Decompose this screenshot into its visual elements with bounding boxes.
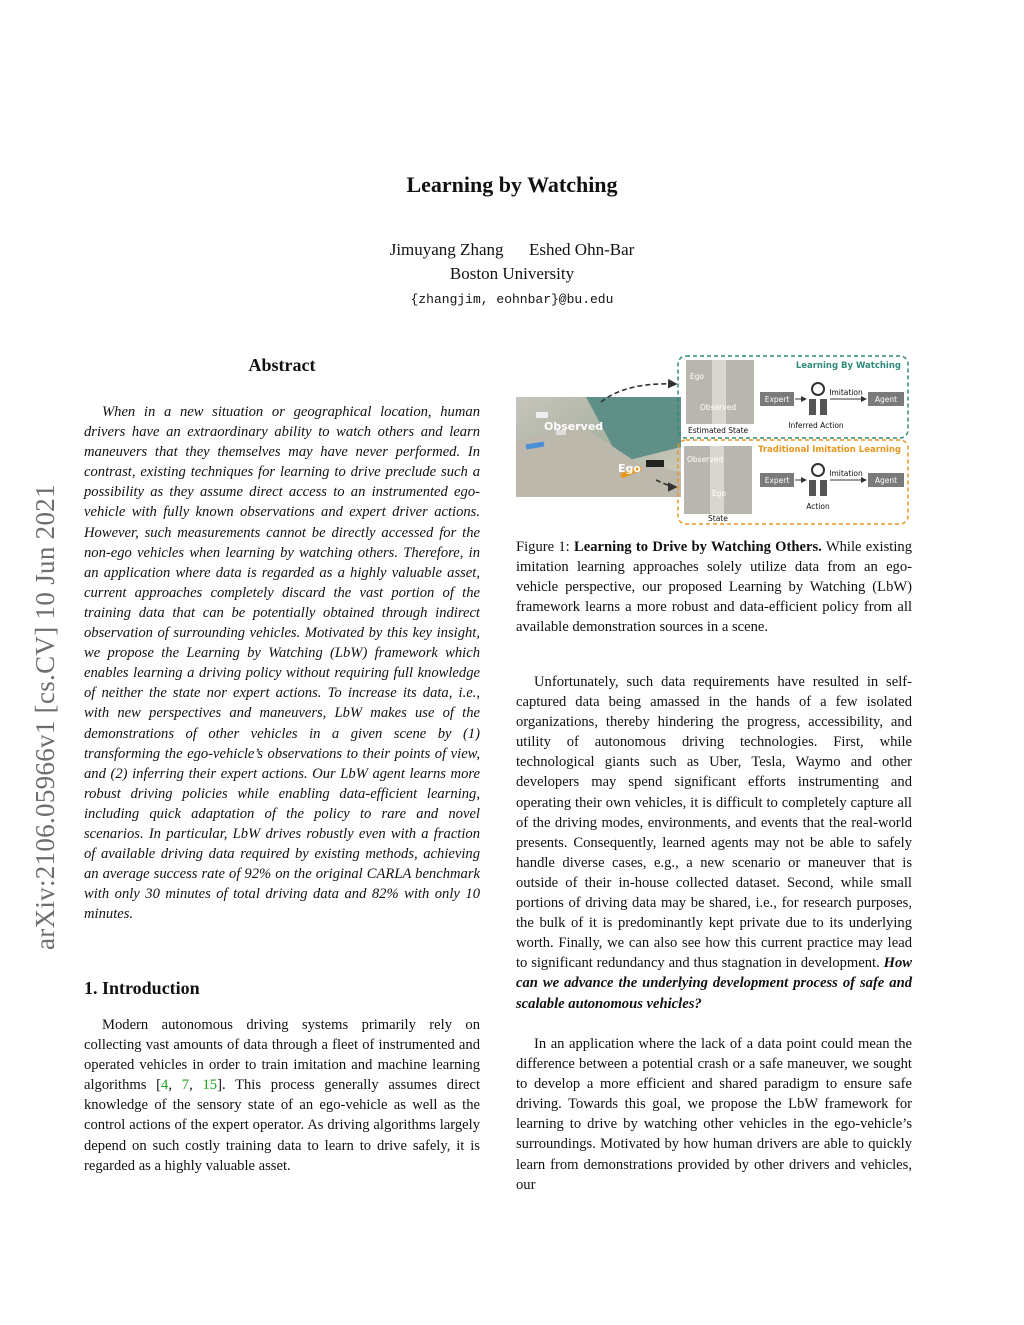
action-label: Action [806, 502, 830, 511]
svg-text:Agent: Agent [874, 395, 898, 404]
arxiv-identifier-stamp [16, 350, 72, 970]
svg-text:Ego: Ego [690, 372, 705, 381]
svg-text:Expert: Expert [764, 476, 790, 485]
pedal-icon [820, 399, 827, 415]
citation-link[interactable]: 4 [161, 1077, 169, 1094]
pedal-icon [820, 480, 827, 496]
steering-wheel-icon [812, 464, 824, 476]
driving-scene-image [516, 397, 681, 497]
inferred-action-label: Inferred Action [788, 421, 844, 430]
introduction-heading: 1. Introduction [84, 978, 200, 998]
pedal-icon [809, 480, 816, 496]
state-label: State [708, 514, 728, 523]
author-name: Eshed Ohn-Bar [529, 240, 635, 259]
figure-caption: Figure 1: Learning to Drive by Watching Others. While existing imitation learning approaches solely utilize data from an ego-vehicle perspective, our proposed Learning by Watching (LbW) framework learns a more robust and data-efficient policy from all available demonstration sources in a scene. [516, 539, 912, 636]
body-paragraph: Unfortunately, such data requirements have resulted in self-captured data being amassed in the hands of a few isolated organizations, thereby hindering the progress, accessibility, and utility of autonomous driving technologies. First, while technological giants such as Uber, Tesla, Waymo and other developers may spend significant efforts instrumenting and operating their own vehicles, it is difficult to completely capture all of the driving modes, environments, and events that the real-world presents. Consequently, learned agents may not be able to safely handle diverse cases, e.g., a new scenario or maneuver that is outside of their in-house collected dataset. Second, while small portions of driving data may be shared, i.e., for research purposes, the bulk of it is predominantly kept private due to its underlying worth. Finally, we can also see how this current practice may lead to significant redundancy and thus stagnation in development. How can we advance the underlying development process of safe and scalable autonomous vehicles? [516, 674, 912, 1012]
author-list [0, 240, 1024, 260]
estimated-state-label: Estimated State [688, 426, 749, 435]
svg-text:Ego: Ego [712, 489, 727, 498]
scene-ego-label: Ego [618, 462, 641, 475]
steering-wheel-icon [812, 383, 824, 395]
citation-link[interactable]: 15 [202, 1077, 218, 1094]
author-name: Jimuyang Zhang [389, 240, 504, 259]
author-emails: {zhangjim, eohnbar}@bu.edu [410, 292, 614, 307]
svg-text:Observed: Observed [687, 455, 724, 464]
svg-text:Expert: Expert [764, 395, 790, 404]
introduction-paragraph: Modern autonomous driving systems primarily rely on collecting vast amounts of data through a fleet of instrumented and operated vehicles in order to train imitation and machine learning algorithms [4, 7, 15]. This process generally assumes direct knowledge of the sensory state of an ego-vehicle as well as the control actions of the expert operator. As driving algorithms largely depend on such costly training data to learn to drive safely, it is regarded as a highly valuable asset. [84, 1017, 481, 1174]
svg-text:Agent: Agent [874, 476, 898, 485]
figure-1-diagram [516, 352, 912, 528]
scene-observed-label: Observed [544, 420, 604, 433]
svg-text:Imitation: Imitation [829, 469, 863, 478]
learning-by-watching-label: Learning By Watching [795, 361, 901, 371]
pedal-icon [809, 399, 816, 415]
citation-link[interactable]: 7 [181, 1077, 190, 1094]
abstract-heading: Abstract [248, 355, 316, 375]
paper-title: Learning by Watching [406, 172, 618, 197]
svg-text:Observed: Observed [700, 403, 737, 412]
imitation-label: Imitation [829, 388, 863, 397]
affiliation: Boston University [449, 264, 575, 283]
abstract-body: When in a new situation or geographical location, human drivers have an extraordinary ability to watch others and learn maneuvers that they themselves may have never performed. In contrast, existing techniques for learning to drive preclude such a possibility as they assume direct access to an instrumented ego-vehicle with fully known observations and expert driver actions. However, such measurements cannot be directly accessed for the non-ego vehicles when learning by watching others. Therefore, in an application where data is regarded as a highly valuable asset, current approaches completely discard the vast portion of the training data that can be potentially obtained through indirect observation of surrounding vehicles. Motivated by this key insight, we propose the Learning by Watching (LbW) framework which enables learning a driving policy without requiring full knowledge of neither the state nor expert actions. To increase its data, i.e., with new perspectives and maneuvers, LbW makes use of the demonstrations of other vehicles in a given scene by (1) transforming the ego-vehicle’s observations to their points of view, and (2) inferring their expert actions. Our LbW agent learns more robust driving policies while enabling data-efficient learning, including quick adaptation of the policy to rare and novel scenarios. In particular, LbW drives robustly even with a fraction of available driving data required by existing methods, achieving an average success rate of 92% on the original CARLA benchmark with only 30 minutes of total driving data and 82% with only 10 minutes. [84, 404, 480, 923]
body-paragraph: In an application where the lack of a data point could mean the difference between a potential crash or a safe maneuver, we sought to develop a more efficient and shared paradigm to ensure safe driving. Towards this goal, we propose the LbW framework for learning to drive by watching other vehicles in the ego-vehicle’s surroundings. Motivated by how human drivers are able to quickly learn from demonstrations provided by other drivers and vehicles, our [516, 1036, 912, 1193]
arxiv-identifier-text: arXiv:2106.05966v1 [cs.CV] 10 Jun 2021 [30, 484, 60, 950]
traditional-imitation-label: Traditional Imitation Learning [757, 445, 901, 455]
